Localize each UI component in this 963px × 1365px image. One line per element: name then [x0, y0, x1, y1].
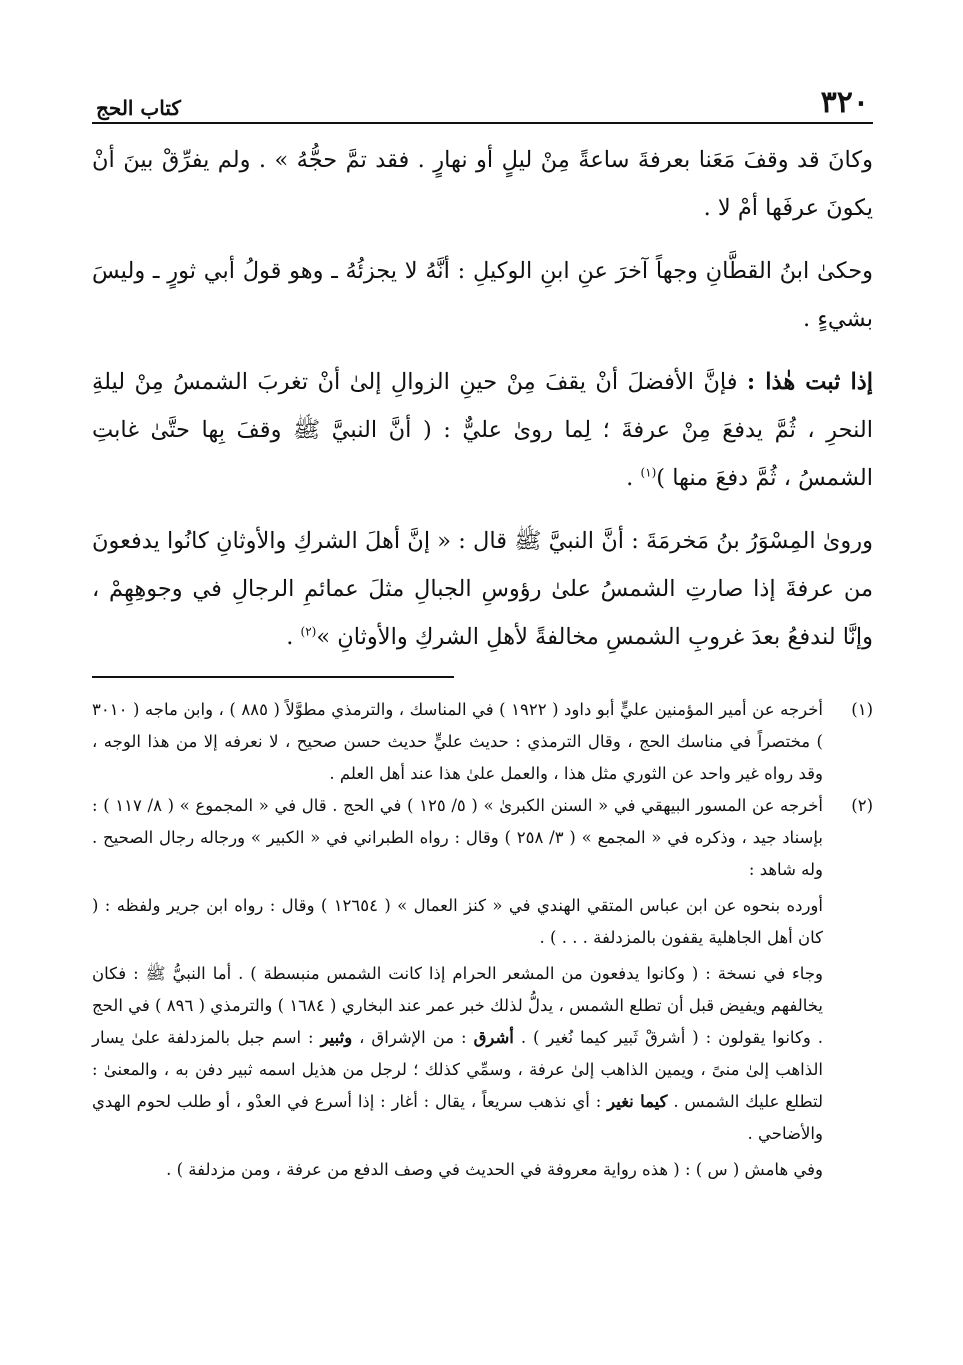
- footnote-2-para-3-a: وجاء في نسخة : ( وكانوا يدفعون من المشعر الحرام إذا كانت الشمس منبسطة ) . أما النبيُّ ﷺ : فكان يخالفهم ويفيض قبل أن تطلع الشمس ، يدلُّ لذلك خبر عمر عند البخاري ( ١٦٨٤ ) والترمذي ( ٨٩٦ ) في الحج . وكانوا يقولون : ( أشرقْ ثَبير كيما نُغير ) .: [92, 964, 823, 1047]
- section-lead: إذا ثبت هٰذا :: [746, 369, 874, 395]
- paragraph-4-text: وروىٰ المِسْوَرُ بنُ مَخرمَةَ : أنَّ النبيَّ ﷺ قال : « إنَّ أهلَ الشركِ والأوثانِ كانُوا يدفعونَ من عرفةَ إذا صارتِ الشمسُ علىٰ رؤوسِ الجبالِ مثلَ عمائمِ الرجالِ في وجوهِهِمْ ، وإنَّا لندفعُ بعدَ غروبِ الشمسِ مخالفةً لأهلِ الشركِ والأوثانِ »: [92, 528, 873, 650]
- page-header: [92, 78, 873, 124]
- footnote-1: [92, 694, 873, 790]
- footnote-ref-2[interactable]: (٢): [300, 624, 317, 639]
- footnote-2: [92, 790, 873, 1186]
- paragraph-3: [92, 358, 873, 502]
- footnote-2-para-1: أخرجه عن المسور البيهقي في « السنن الكبرىٰ » ( ٥/ ١٢٥ ) في الحج . قال في « المجموع » ( ٨/ ١١٧ ) : بإسناد جيد ، وذكره في « المجمع » ( ٣/ ٢٥٨ ) وقال : رواه الطبراني في « الكبير » ورجاله رجال الصحيح . وله شاهد :: [92, 796, 823, 879]
- footnote-2-para-2: أورده بنحوه عن ابن عباس المتقي الهندي في « كنز العمال » ( ١٢٦٥٤ ) وقال : رواه ابن جرير ولفظه : ( كان أهل الجاهلية يقفون بالمزدلفة . . . ) .: [92, 896, 823, 947]
- footnote-1-text: أخرجه عن أمير المؤمنين عليٍّ أبو داود ( ١٩٢٢ ) في المناسك ، والترمذي مطوَّلاً ( ٨٨٥ ) ، وابن ماجه ( ٣٠١٠ ) مختصراً في مناسك الحج ، وقال الترمذي : حديث عليٍّ حديث حسن صحيح ، لا نعرفه إلا من هذا الوجه ، وقد رواه غير واحد عن الثوري مثل هذا ، والعمل علىٰ هذا عند أهل العلم .: [92, 700, 823, 783]
- footnotes: [92, 694, 873, 1186]
- paragraph-2: وحكىٰ ابنُ القطَّانِ وجهاً آخرَ عنِ ابنِ الوكيلِ : أنَّهُ لا يجزئُهُ ـ وهو قولُ أبي ثورٍ ـ وليسَ بشيءٍ .: [92, 258, 873, 332]
- footnote-2-para-3-c: : من الإشراق ،: [359, 1028, 467, 1047]
- footnote-divider: [92, 676, 454, 678]
- paragraph-3-text: فإنَّ الأفضلَ أنْ يقفَ مِنْ حينِ الزوالِ إلىٰ أنْ تغربَ الشمسُ مِنْ ليلةِ النحرِ ، ثُمَّ يدفعَ مِنْ عرفةَ ؛ لِما روىٰ عليٌّ : ( أنَّ النبيَّ ﷺ وقفَ بِها حتَّىٰ غابتِ الشمسُ ، ثُمَّ دفعَ منها ): [92, 369, 873, 491]
- paragraph-4: [92, 517, 873, 661]
- footnote-2-para-4: وفي هامش ( س ) : ( هذه رواية معروفة في الحديث في وصف الدفع من عرفة ، ومن مزدلفة ) .: [166, 1160, 823, 1179]
- footnote-2-para-3-e: : اسم جبل بالمزدلفة علىٰ يسار الذاهب إلىٰ منىً ، ويمين الذاهب إلىٰ عرفة ، وسمِّي كذلك ؛ لرجل من هذيل اسمه ثبير دفن به ، والمعنىٰ : لتطلع عليك الشمس .: [92, 1028, 824, 1111]
- page-number: ٣٢٠: [820, 85, 869, 120]
- footnote-2-para-3-g: : أي نذهب سريعاً ، يقال : أغار : إذا أسرع في العدْو ، أو طلب لحوم الهدي والأضاحي .: [92, 1092, 823, 1143]
- footnote-ref-1[interactable]: (١): [640, 465, 657, 480]
- footnote-2-para-3: [92, 958, 823, 1150]
- term-ashriq: أشرق: [473, 1028, 514, 1047]
- paragraph-1: وكانَ قد وقفَ مَعَنا بعرفةَ ساعةً مِنْ ليلٍ أو نهارٍ . فقد تمَّ حجُّهُ » . ولم يفرِّقْ بينَ أنْ يكونَ عرفَها أمْ لا .: [92, 147, 873, 221]
- footnote-2-number: (٢): [851, 796, 873, 815]
- book-title: كتاب الحج: [96, 96, 181, 120]
- main-text: [92, 136, 873, 661]
- paragraph-3-end: .: [626, 465, 641, 491]
- term-kayma-nughir: كيما نغير: [607, 1092, 668, 1111]
- paragraph-4-end: .: [286, 624, 301, 650]
- footnote-1-number: (١): [851, 700, 873, 719]
- term-thabir: وثبير: [320, 1028, 353, 1047]
